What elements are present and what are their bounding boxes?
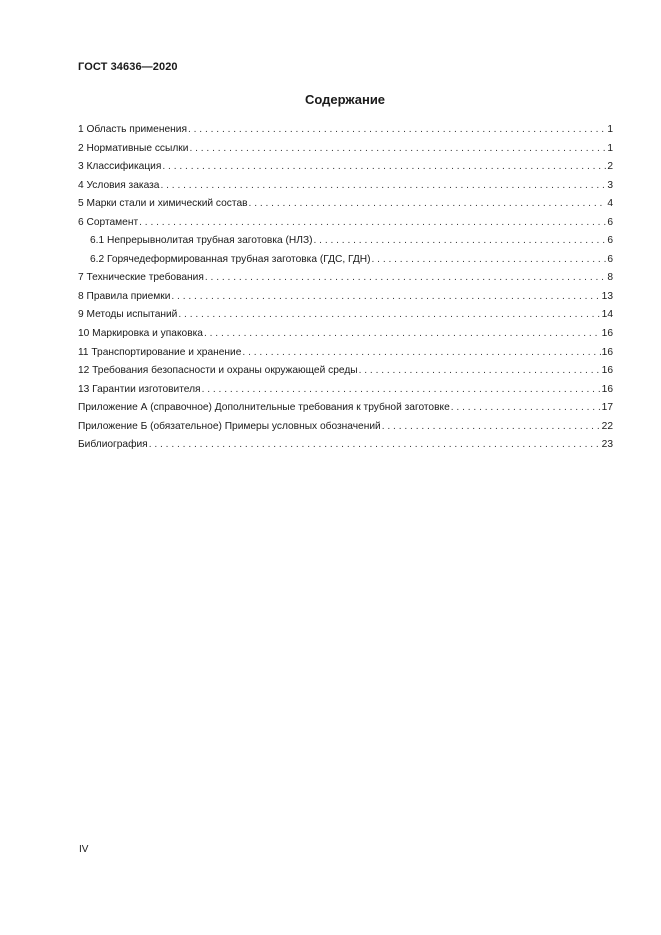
toc-leader-dots	[249, 195, 607, 214]
toc-entry-page: 16	[601, 346, 613, 358]
toc-entry[interactable]	[78, 418, 613, 437]
page-number: IV	[79, 844, 89, 855]
toc-entry-label: 3 Классификация	[78, 161, 162, 173]
toc-leader-dots	[178, 306, 600, 325]
toc-entry[interactable]	[78, 362, 613, 381]
toc-entry-label: Приложение А (справочное) Дополнительные требования к трубной заготовке	[78, 402, 450, 414]
toc-entry[interactable]	[78, 344, 613, 363]
toc-leader-dots	[202, 381, 601, 400]
toc-leader-dots	[314, 232, 607, 251]
toc-leader-dots	[171, 288, 600, 307]
toc-entry-label: 6.2 Горячедеформированная трубная заготовка (ГДС, ГДН)	[90, 253, 371, 265]
toc-entry-label: 9 Методы испытаний	[78, 309, 178, 321]
toc-entry[interactable]	[78, 232, 613, 251]
toc-entry[interactable]	[78, 140, 613, 159]
toc-entry-page: 6	[607, 235, 613, 247]
toc-entry-label: 1 Область применения	[78, 124, 187, 135]
toc-entry-page: 14	[601, 309, 613, 321]
toc-entry[interactable]	[78, 121, 613, 140]
toc-title: Содержание	[304, 92, 386, 107]
toc-entry[interactable]	[78, 325, 613, 344]
toc-leader-dots	[149, 436, 601, 455]
toc-entry[interactable]	[78, 399, 613, 418]
toc-entry-page: 1	[607, 142, 613, 154]
toc-leader-dots	[188, 121, 606, 140]
toc-leader-dots	[139, 214, 606, 233]
toc-entry-page: 8	[607, 272, 613, 284]
toc-leader-dots	[162, 158, 606, 177]
toc-entry-page: 1	[607, 124, 613, 135]
toc-entry[interactable]	[78, 177, 613, 196]
toc-entry-label: 12 Требования безопасности и охраны окружающей среды	[78, 365, 358, 377]
toc-entry-label: Библиография	[78, 439, 148, 451]
toc-entry[interactable]	[78, 158, 613, 177]
toc-entry-label: 6.1 Непрерывнолитая трубная заготовка (НЛЗ)	[90, 235, 313, 247]
toc-entry-page: 16	[601, 383, 613, 395]
toc-entry-label: 11 Транспортирование и хранение	[78, 346, 242, 358]
toc-entry-page: 16	[601, 328, 613, 340]
toc-entry-page: 2	[607, 161, 613, 173]
toc-entry[interactable]	[78, 214, 613, 233]
toc-entry-label: 5 Марки стали и химический состав	[78, 198, 248, 210]
toc-leader-dots	[382, 418, 601, 437]
toc-entry[interactable]	[78, 269, 613, 288]
toc-leader-dots	[204, 325, 601, 344]
toc-entry-label: 2 Нормативные ссылки	[78, 142, 189, 154]
toc-entry-label: 10 Маркировка и упаковка	[78, 328, 203, 340]
toc-leader-dots	[205, 269, 606, 288]
toc-leader-dots	[359, 362, 601, 381]
toc-entry-label: 6 Сортамент	[78, 216, 139, 228]
toc-entry[interactable]	[78, 381, 613, 400]
toc-entry-label: 7 Технические требования	[78, 272, 204, 284]
toc-entry-page: 3	[607, 179, 613, 191]
toc-entry[interactable]	[78, 306, 613, 325]
toc-leader-dots	[189, 140, 606, 159]
toc-entry[interactable]	[78, 288, 613, 307]
toc-entry-page: 6	[607, 253, 613, 265]
table-of-contents	[78, 121, 613, 455]
toc-entry-page: 4	[607, 198, 613, 210]
toc-entry-label: 13 Гарантии изготовителя	[78, 383, 201, 395]
toc-entry-page: 6	[607, 216, 613, 228]
toc-entry-page: 22	[601, 420, 613, 432]
document-code: ГОСТ 34636—2020	[78, 61, 178, 73]
toc-leader-dots	[160, 177, 606, 196]
toc-entry-page: 23	[601, 439, 613, 451]
toc-entry-label: 4 Условия заказа	[78, 179, 160, 191]
toc-leader-dots	[242, 344, 600, 363]
toc-entry[interactable]	[78, 195, 613, 214]
toc-entry-label: Приложение Б (обязательное) Примеры условных обозначений	[78, 420, 381, 432]
toc-entry-page: 17	[601, 402, 613, 414]
toc-entry-page: 16	[601, 365, 613, 377]
toc-entry[interactable]	[78, 251, 613, 270]
toc-entry[interactable]	[78, 436, 613, 455]
toc-leader-dots	[451, 399, 601, 418]
toc-entry-label: 8 Правила приемки	[78, 290, 171, 302]
toc-entry-page: 13	[601, 290, 613, 302]
toc-leader-dots	[372, 251, 607, 270]
